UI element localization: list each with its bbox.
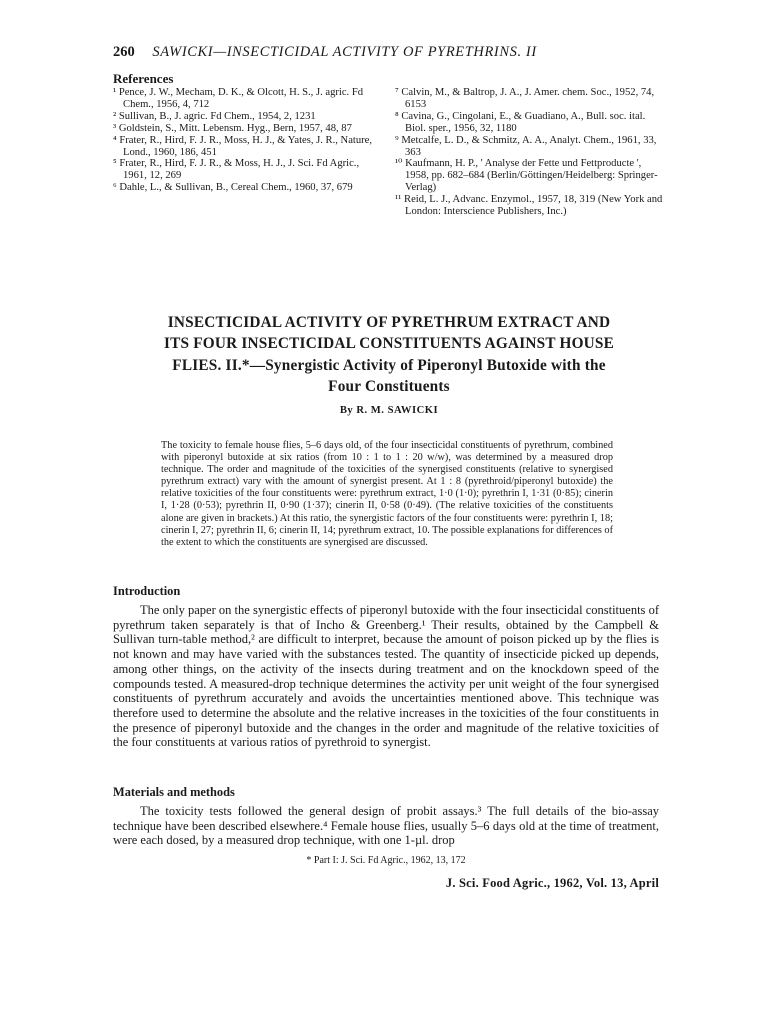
abstract: The toxicity to female house flies, 5–6 days old, of the four insecticidal constituents of pyrethrum, combined with piperonyl butoxide at six ratios (from 10 : 1 to 1 : 20 w/w), was determined by a measured drop technique. The order and magnitude of the toxicities of the synergised constituents (relative to synergised pyrethrum extract) vary with the amount of synergist present. At 1 : 8 (pyrethroid/piperonyl butoxide) the relative toxicities of the four constituents were: pyrethrum extract, 1·0 (1·0); pyrethrin I, 1·31 (0·85); cinerin I, 1·28 (0·53); pyrethrin II, 0·90 (1·37); cinerin II, 0·58 (0·49). (The relative toxicities of the constituents alone are given in brackets.) At this ratio, the synergistic factors of the four constituents were: pyrethrin I, 18; cinerin I, 27; pyrethrin II, 6; cinerin II, 14; pyrethrum extract, 10. The possible explanations for differences of the extent to which the constituents are synergised are discussed. (161, 440, 613, 548)
reference-item: ⁸ Cavina, G., Cingolani, E., & Guadiano, A., Bull. soc. ital. Biol. sper., 1956, 32, 1180 (395, 110, 646, 134)
introduction-heading: Introduction (113, 584, 181, 598)
title-line: INSECTICIDAL ACTIVITY OF PYRETHRUM EXTRACT AND (167, 314, 611, 331)
materials-heading: Materials and methods (113, 785, 235, 799)
title-line: Four Constituents (328, 377, 450, 395)
reference-item: ¹ Pence, J. W., Mecham, D. K., & Olcott, H. S., J. agric. Fd Chem., 1956, 4, 712 (113, 87, 364, 110)
references-heading: References (113, 71, 174, 86)
introduction-text: The only paper on the synergistic effects of piperonyl butoxide with the four insecticidal constituents of pyrethrum taken separately is that of Incho & Greenberg.¹ Their results, obtained by the Campbell & Sullivan turn-table method,² are difficult to interpret, because the amount of poison picked up by the flies is not known and may have varied with the substances tested. The quantity of insecticide picked up depends, among other things, on the activity of the insects during treatment and on the knockdown speed of the compounds tested. A measured-drop technique determines the activity per unit weight of the four synergised constituents of pyrethrum accurately and avoids the uncertainties mentioned above. This technique was therefore used to determine the absolute and the relative increases in the toxicities of the four constituents in the presence of piperonyl butoxide and the changes in the order and magnitude of the relative toxicities of the four constituents at various ratios of pyrethroid to synergist. (113, 603, 659, 750)
reference-item: ¹¹ Reid, L. J., Advanc. Enzymol., 1957, 18, 319 (New York and London: Interscience Publishers, Inc.) (395, 194, 663, 218)
references-left-column (113, 87, 385, 194)
reference-item: ⁶ Dahle, L., & Sullivan, B., Cereal Chem., 1960, 37, 679 (113, 182, 353, 194)
reference-item: ² Sullivan, B., J. agric. Fd Chem., 1954, 2, 1231 (113, 110, 316, 122)
references-right-column (395, 87, 667, 218)
footnote: * Part I: J. Sci. Fd Agric., 1962, 13, 172 (306, 855, 466, 866)
journal-footer: J. Sci. Food Agric., 1962, Vol. 13, April (445, 876, 659, 890)
reference-item: ⁷ Calvin, M., & Baltrop, J. A., J. Amer. chem. Soc., 1952, 74, 6153 (395, 87, 655, 110)
reference-item: ⁴ Frater, R., Hird, F. J. R., Moss, H. J., & Yates, J. R., Nature, Lond., 1960, 186, 451 (113, 134, 373, 158)
reference-item: ⁹ Metcalfe, L. D., & Schmitz, A. A., Analyt. Chem., 1961, 33, 363 (395, 134, 657, 158)
reference-item: ¹⁰ Kaufmann, H. P., ' Analyse der Fette und Fettproducte ', 1958, pp. 682–684 (Berlin/Göttingen/Heidelberg: Springer-Verlag) (395, 158, 658, 194)
materials-text: The toxicity tests followed the general design of probit assays.³ The full details of the bio-assay technique have been described elsewhere.⁴ Female house flies, usually 5–6 days old at the time of treatment, were each dosed, by a measured drop technique, with one 1-µl. drop (113, 804, 659, 848)
article-title (113, 312, 665, 397)
title-line: FLIES. II.*—Synergistic Activity of Piperonyl Butoxide with the (172, 356, 606, 374)
byline: By R. M. SAWICKI (339, 405, 439, 416)
reference-item: ³ Goldstein, S., Mitt. Lebensm. Hyg., Bern, 1957, 48, 87 (113, 122, 352, 134)
reference-item: ⁵ Frater, R., Hird, F. J. R., & Moss, H. J., J. Sci. Fd Agric., 1961, 12, 269 (113, 158, 360, 182)
running-title: SAWICKI—INSECTICIDAL ACTIVITY OF PYRETHRINS. II (152, 44, 537, 60)
running-header (113, 44, 673, 61)
page-number: 260 (113, 44, 135, 60)
title-line: ITS FOUR INSECTICIDAL CONSTITUENTS AGAINST HOUSE (163, 335, 615, 353)
